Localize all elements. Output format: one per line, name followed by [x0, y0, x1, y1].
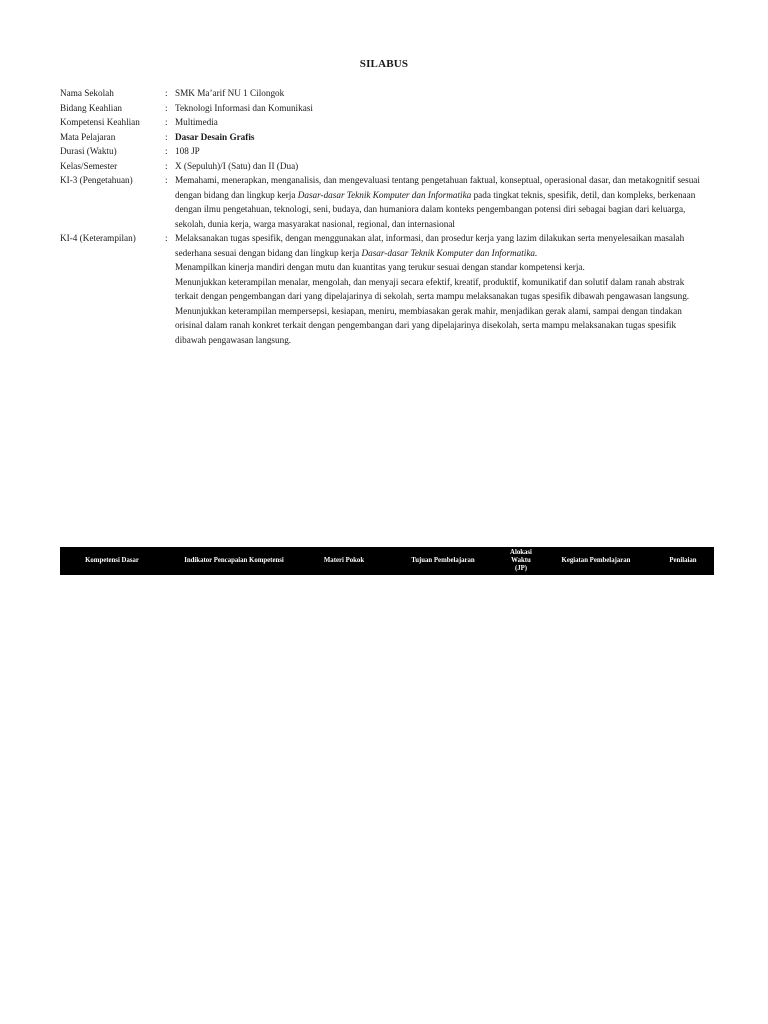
colon: : [165, 117, 168, 127]
info-row-kompetensi-keahlian [60, 115, 700, 130]
info-row-ki4 [60, 231, 700, 347]
value: X (Sepuluh)/I (Satu) dan II (Dua) [175, 160, 299, 171]
column-header-materi-pokok: Materi Pokok [323, 557, 365, 564]
column-header-tujuan: Tujuan Pembelajaran [411, 557, 475, 564]
syllabus-table-header [60, 547, 714, 575]
info-row-nama-sekolah [60, 86, 700, 101]
ki4-paragraph-3: Menunjukkan keterampilan menalar, mengolah, dan menyaji secara efektif, kreatif, produktif, komunikatif dan solutif dalam ranah abstrak terkait dengan pengembangan dari yang dipelajarinya di sekolah, serta mampu melaksanakan tugas spesifik dibawah pengawasan langsung. [175, 276, 690, 301]
label: KI-3 (Pengetahuan) [60, 175, 133, 185]
info-row-kelas-semester [60, 159, 700, 174]
italic-text: Dasar-dasar Teknik Komputer dan Informatika. [361, 247, 538, 258]
label: KI-4 (Keterampilan) [60, 233, 136, 243]
label: Bidang Keahlian [60, 102, 122, 113]
alokasi-line: (JP) [514, 565, 528, 572]
value: Dasar Desain Grafis [175, 131, 255, 142]
text: pada tingkat teknis, spesifik, detil, dan kompleks, berkenaan dengan ilmu pengetahuan, teknologi, seni, budaya, dan humaniora dalam konteks pengembangan potensi diri sebagai bagian dari keluarga, sekolah, dunia kerja, warga masyarakat nasional, regional, dan internasional [175, 189, 696, 229]
alokasi-line: Waktu [511, 557, 531, 564]
column-header-kegiatan: Kegiatan Pembelajaran [561, 557, 631, 564]
value: Teknologi Informasi dan Komunikasi [175, 102, 313, 113]
column-header-kompetensi-dasar: Kompetensi Dasar [85, 557, 139, 564]
value [175, 231, 700, 347]
ki3-paragraph [175, 173, 700, 231]
colon: : [165, 175, 168, 185]
value: 108 JP [175, 146, 200, 156]
alokasi-line: Alokasi [510, 549, 532, 556]
label: Kompetensi Keahlian [60, 117, 140, 127]
column-header-indikator: Indikator Pencapaian Kompetensi [184, 557, 284, 564]
italic-text: Dasar-dasar Teknik Komputer dan Informatika [297, 189, 472, 200]
colon: : [165, 88, 168, 98]
text: Melaksanakan tugas spesifik, dengan menggunakan alat, informasi, dan prosedur kerja yang lazim dilakukan serta menyelesaikan masalah sederhana sesuai dengan bidang dan lingkup kerja [175, 233, 685, 258]
colon: : [165, 131, 168, 142]
colon: : [165, 102, 168, 113]
value: SMK Ma’arif NU 1 Cilongok [175, 88, 285, 98]
label: Nama Sekolah [60, 88, 114, 98]
info-row-durasi [60, 144, 700, 159]
column-header-penilaian: Penilaian [669, 557, 697, 564]
colon: : [165, 160, 168, 171]
info-row-mata-pelajaran [60, 130, 700, 145]
colon: : [165, 146, 168, 156]
text: Memahami, menerapkan, menganalisis, dan mengevaluasi tentang pengetahuan faktual, konseptual, operasional dasar, dan metakognitif sesuai dengan bidang dan lingkup kerja [175, 175, 700, 200]
label: Mata Pelajaran [60, 131, 116, 142]
colon: : [165, 233, 168, 243]
column-header-alokasi-waktu [502, 549, 540, 573]
label: Kelas/Semester [60, 160, 118, 171]
ki4-paragraph-2: Menampilkan kinerja mandiri dengan mutu dan kuantitas yang terukur sesuai dengan standar kompetensi kerja. [175, 262, 585, 272]
label: Durasi (Waktu) [60, 146, 117, 156]
info-row-ki3 [60, 173, 700, 231]
value: Multimedia [175, 117, 218, 127]
ki4-paragraph-1 [175, 231, 700, 260]
ki4-paragraph-4: Menunjukkan keterampilan mempersepsi, kesiapan, meniru, membiasakan gerak mahir, menjadikan gerak alami, sampai dengan tindakan orisinal dalam ranah konkret terkait dengan pengembangan dari yang dipelajarinya disekolah, serta mampu melaksanakan tugas spesifik dibawah pengawasan langsung. [175, 305, 682, 345]
identity-block [60, 86, 700, 347]
page-title: SILABUS [359, 58, 409, 70]
info-row-bidang-keahlian [60, 101, 700, 116]
value [175, 173, 700, 231]
